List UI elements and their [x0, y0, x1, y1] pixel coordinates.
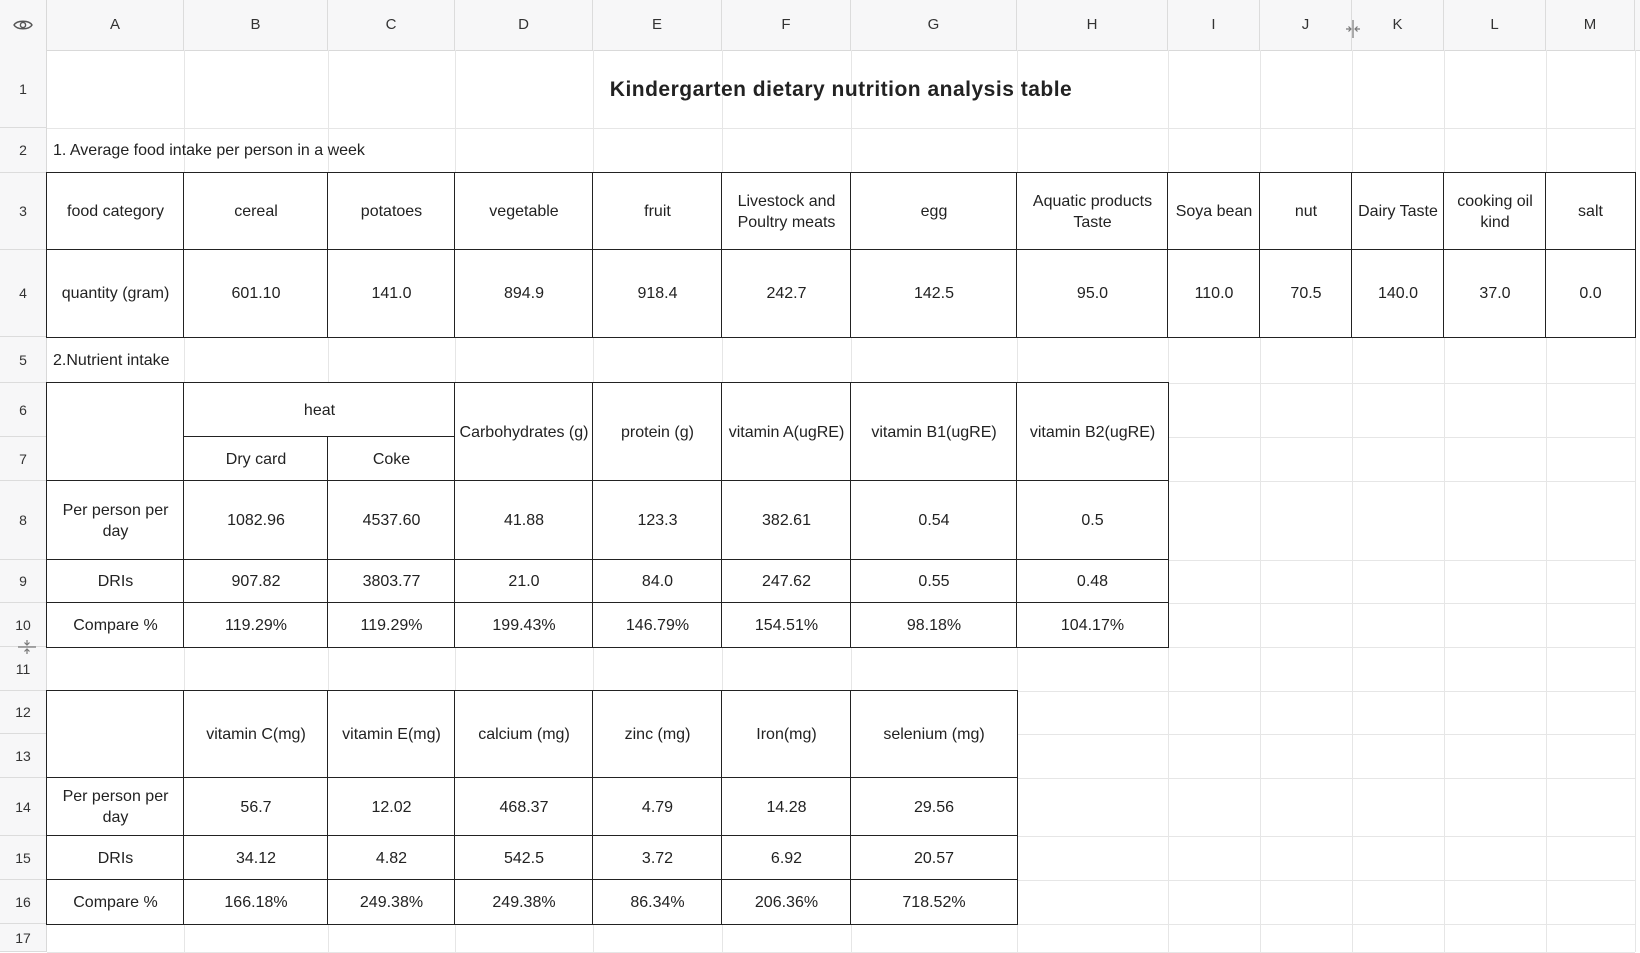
heat-sub-cell[interactable]: Coke	[327, 436, 456, 482]
column-header-E[interactable]: E	[593, 0, 722, 50]
nutrient-header-cell[interactable]: vitamin A(ugRE)	[721, 382, 852, 482]
nutrient-row-label[interactable]: Compare %	[46, 602, 185, 648]
row-header-4[interactable]: 4	[0, 250, 47, 337]
nutrient-header-cell[interactable]: vitamin B1(ugRE)	[850, 382, 1018, 482]
column-header-H[interactable]: H	[1017, 0, 1168, 50]
nutrient-value-cell[interactable]: 119.29%	[183, 602, 329, 648]
food-header-cell[interactable]: salt	[1545, 172, 1636, 251]
mineral-value-cell[interactable]: 206.36%	[721, 879, 852, 925]
food-value-cell[interactable]: 0.0	[1545, 249, 1636, 338]
nutrient-value-cell[interactable]: 3803.77	[327, 559, 456, 604]
food-value-cell[interactable]: 601.10	[183, 249, 329, 338]
food-value-cell[interactable]: 37.0	[1443, 249, 1547, 338]
mineral-value-cell[interactable]: 14.28	[721, 777, 852, 837]
mineral-value-cell[interactable]: 249.38%	[454, 879, 594, 925]
nutrient-value-cell[interactable]: 104.17%	[1016, 602, 1169, 648]
nutrient-value-cell[interactable]: 199.43%	[454, 602, 594, 648]
mineral-header-cell[interactable]: vitamin E(mg)	[327, 690, 456, 779]
section1-heading[interactable]: 1. Average food intake per person in a week	[53, 142, 365, 159]
mineral-row-label[interactable]: Compare %	[46, 879, 185, 925]
mineral-value-cell[interactable]: 4.82	[327, 835, 456, 881]
column-header-I[interactable]: I	[1168, 0, 1260, 50]
column-header-J[interactable]: J	[1260, 0, 1352, 50]
row-header-6[interactable]: 6	[0, 383, 47, 437]
food-header-cell[interactable]: food category	[46, 172, 185, 251]
row-header-5[interactable]: 5	[0, 337, 47, 383]
food-value-cell[interactable]: quantity (gram)	[46, 249, 185, 338]
column-header-D[interactable]: D	[455, 0, 593, 50]
row-header-9[interactable]: 9	[0, 560, 47, 603]
food-header-cell[interactable]: cereal	[183, 172, 329, 251]
mineral-value-cell[interactable]: 249.38%	[327, 879, 456, 925]
column-header-G[interactable]: G	[851, 0, 1017, 50]
food-value-cell[interactable]: 70.5	[1259, 249, 1353, 338]
mineral-value-cell[interactable]: 468.37	[454, 777, 594, 837]
food-value-cell[interactable]: 142.5	[850, 249, 1018, 338]
mineral-header-cell[interactable]: vitamin C(mg)	[183, 690, 329, 779]
sheet-title[interactable]: Kindergarten dietary nutrition analysis table	[609, 77, 1073, 101]
nutrient-value-cell[interactable]: 247.62	[721, 559, 852, 604]
food-value-cell[interactable]: 242.7	[721, 249, 852, 338]
food-value-cell[interactable]: 110.0	[1167, 249, 1261, 338]
nutrient-header-cell[interactable]: vitamin B2(ugRE)	[1016, 382, 1169, 482]
row-header-14[interactable]: 14	[0, 778, 47, 836]
mineral-value-cell[interactable]: 542.5	[454, 835, 594, 881]
mineral-row-label[interactable]: DRIs	[46, 835, 185, 881]
mineral-corner-cell[interactable]	[46, 690, 185, 779]
mineral-value-cell[interactable]: 34.12	[183, 835, 329, 881]
nutrient-corner-cell[interactable]	[46, 382, 185, 482]
mineral-value-cell[interactable]: 166.18%	[183, 879, 329, 925]
mineral-value-cell[interactable]: 86.34%	[592, 879, 723, 925]
row-header-15[interactable]: 15	[0, 836, 47, 880]
nutrient-value-cell[interactable]: 119.29%	[327, 602, 456, 648]
mineral-header-cell[interactable]: zinc (mg)	[592, 690, 723, 779]
mineral-value-cell[interactable]: 12.02	[327, 777, 456, 837]
row-header-12[interactable]: 12	[0, 691, 47, 734]
food-header-cell[interactable]: Soya bean	[1167, 172, 1261, 251]
nutrient-value-cell[interactable]: 84.0	[592, 559, 723, 604]
column-header-B[interactable]: B	[184, 0, 328, 50]
heat-sub-cell[interactable]: Dry card	[183, 436, 329, 482]
nutrient-header-cell[interactable]: Carbohydrates (g)	[454, 382, 594, 482]
food-value-cell[interactable]: 140.0	[1351, 249, 1445, 338]
nutrient-value-cell[interactable]: 4537.60	[327, 480, 456, 561]
nutrient-value-cell[interactable]: 98.18%	[850, 602, 1018, 648]
row-header-11[interactable]: 11	[0, 647, 47, 691]
food-value-cell[interactable]: 95.0	[1016, 249, 1169, 338]
food-value-cell[interactable]: 918.4	[592, 249, 723, 338]
food-header-cell[interactable]: vegetable	[454, 172, 594, 251]
nutrient-header-cell[interactable]: protein (g)	[592, 382, 723, 482]
mineral-value-cell[interactable]: 6.92	[721, 835, 852, 881]
nutrient-value-cell[interactable]: 382.61	[721, 480, 852, 561]
heat-header-cell[interactable]: heat	[183, 382, 456, 438]
row-header-16[interactable]: 16	[0, 880, 47, 924]
food-header-cell[interactable]: nut	[1259, 172, 1353, 251]
column-header-A[interactable]: A	[47, 0, 184, 50]
nutrient-value-cell[interactable]: 154.51%	[721, 602, 852, 648]
mineral-header-cell[interactable]: calcium (mg)	[454, 690, 594, 779]
food-header-cell[interactable]: Aquatic products Taste	[1016, 172, 1169, 251]
mineral-header-cell[interactable]: selenium (mg)	[850, 690, 1018, 779]
nutrient-value-cell[interactable]: 0.5	[1016, 480, 1169, 561]
nutrient-value-cell[interactable]: 0.55	[850, 559, 1018, 604]
food-header-cell[interactable]: Livestock and Poultry meats	[721, 172, 852, 251]
food-header-cell[interactable]: fruit	[592, 172, 723, 251]
row-header-17[interactable]: 17	[0, 924, 47, 952]
food-header-cell[interactable]: potatoes	[327, 172, 456, 251]
mineral-value-cell[interactable]: 29.56	[850, 777, 1018, 837]
nutrient-value-cell[interactable]: 21.0	[454, 559, 594, 604]
food-header-cell[interactable]: egg	[850, 172, 1018, 251]
column-header-M[interactable]: M	[1546, 0, 1635, 50]
row-header-1[interactable]: 1	[0, 50, 47, 128]
food-header-cell[interactable]: Dairy Taste	[1351, 172, 1445, 251]
mineral-value-cell[interactable]: 56.7	[183, 777, 329, 837]
food-header-cell[interactable]: cooking oil kind	[1443, 172, 1547, 251]
mineral-value-cell[interactable]: 3.72	[592, 835, 723, 881]
nutrient-value-cell[interactable]: 0.48	[1016, 559, 1169, 604]
nutrient-value-cell[interactable]: 907.82	[183, 559, 329, 604]
food-value-cell[interactable]: 141.0	[327, 249, 456, 338]
row-header-13[interactable]: 13	[0, 734, 47, 778]
nutrient-value-cell[interactable]: 146.79%	[592, 602, 723, 648]
column-header-C[interactable]: C	[328, 0, 455, 50]
nutrient-value-cell[interactable]: 1082.96	[183, 480, 329, 561]
mineral-value-cell[interactable]: 20.57	[850, 835, 1018, 881]
food-value-cell[interactable]: 894.9	[454, 249, 594, 338]
column-header-F[interactable]: F	[722, 0, 851, 50]
row-resize-icon[interactable]	[17, 637, 37, 657]
nutrient-value-cell[interactable]: 123.3	[592, 480, 723, 561]
row-header-8[interactable]: 8	[0, 481, 47, 560]
row-header-2[interactable]: 2	[0, 128, 47, 173]
nutrient-row-label[interactable]: DRIs	[46, 559, 185, 604]
row-header-10[interactable]: 10	[0, 603, 47, 647]
mineral-value-cell[interactable]: 4.79	[592, 777, 723, 837]
row-header-3[interactable]: 3	[0, 173, 47, 250]
column-header-K[interactable]: K	[1352, 0, 1444, 50]
mineral-value-cell[interactable]: 718.52%	[850, 879, 1018, 925]
eye-icon[interactable]	[0, 0, 47, 50]
nutrient-value-cell[interactable]: 41.88	[454, 480, 594, 561]
column-resize-icon[interactable]	[1343, 19, 1363, 39]
column-header-L[interactable]: L	[1444, 0, 1546, 50]
mineral-row-label[interactable]: Per person per day	[46, 777, 185, 837]
section2-heading[interactable]: 2.Nutrient intake	[53, 351, 170, 369]
nutrient-value-cell[interactable]: 0.54	[850, 480, 1018, 561]
nutrient-row-label[interactable]: Per person per day	[46, 480, 185, 561]
mineral-header-cell[interactable]: Iron(mg)	[721, 690, 852, 779]
row-header-7[interactable]: 7	[0, 437, 47, 481]
